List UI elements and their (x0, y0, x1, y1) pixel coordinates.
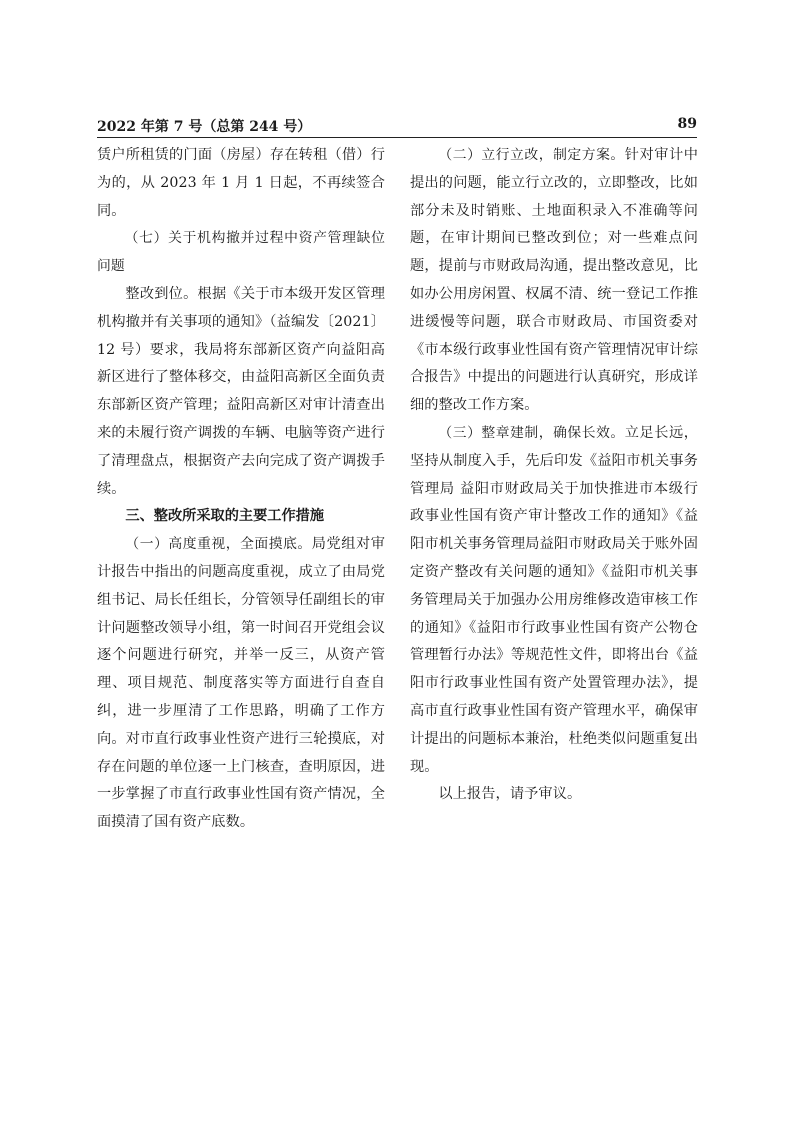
closing-line: 以上报告，请予审议。 (438, 786, 582, 803)
page-number: 89 (677, 116, 697, 132)
paragraph-lead: （三）整章建制，确保长效。 (438, 424, 625, 441)
paragraph-lead: （二）立行立改，制定方案。 (438, 147, 625, 163)
subsection-heading: （七）关于机构撤并过程中资产管理缺位问题 (97, 230, 385, 275)
paragraph (97, 531, 385, 837)
header-rule (97, 137, 697, 138)
paragraph (410, 420, 698, 781)
paragraph: 赁户所租赁的门面（房屋）存在转租（借）行为的，从 2023 年 1 月 1 日起，不再续签合同。 (97, 147, 385, 219)
paragraph-body: 针对审计中提出的问题，能立行立改的，立即整改，比如部分未及时销账、土地面积录入不准确等问题，在审计期间已整改到位；对一些难点问题，提前与市财政局沟通，提出整改意见，比如办公用房闲置、权属不清、统一登记工作推进缓慢等问题，联合市财政局、市国资委对《市本级行政事业性国有资产管理情况审计综合报告》中提出的问题进行认真研究，形成详细的整改工作方案。 (410, 147, 698, 414)
paragraph-lead: （一）高度重视，全面摸底。 (125, 536, 312, 553)
paragraph (410, 142, 698, 420)
section-heading: 三、整改所采取的主要工作措施 (125, 508, 325, 525)
paragraph: 整改到位。根据《关于市本级开发区管理机构撤并有关事项的通知》（益编发〔2021〕12 号）要求，我局将东部新区资产向益阳高新区进行了整体移交，由益阳高新区全面负责东部新区资产管理；益阳高新区对审计清查出来的未履行资产调拨的车辆、电脑等资产进行了清理盘点，根据资产去向完成了资产调拨手续。 (97, 285, 385, 497)
paragraph-body: 立足长远，坚持从制度入手，先后印发《益阳市机关事务管理局 益阳市财政局关于加快推进市本级行政事业性国有资产审计整改工作的通知》《益阳市机关事务管理局益阳市财政局关于账外固定资产整改有关问题的通知》《益阳市机关事务管理局关于加强办公用房维修改造审核工作的通知》《益阳市行政事业性国有资产公物仓管理暂行办法》等规范性文件，即将出台《益阳市行政事业性国有资产处置管理办法》，提高市直行政事业性国有资产管理水平，确保审计提出的问题标本兼治，杜绝类似问题重复出现。 (410, 424, 698, 775)
right-column (410, 142, 698, 809)
left-column (97, 142, 385, 837)
paragraph-body: 局党组对审计报告中指出的问题高度重视，成立了由局党组书记、局长任组长，分管领导任副组长的审计问题整改领导小组，第一时间召开党组会议逐个问题进行研究，并举一反三，从资产管理、项目规范、制度落实等方面进行自查自纠，进一步厘清了工作思路，明确了工作方向。对市直行政事业性资产进行三轮摸底，对存在问题的单位逐一上门核查，查明原因，进一步掌握了市直行政事业性国有资产情况，全面摸清了国有资产底数。 (97, 536, 385, 831)
issue-label: 2022 年第 7 号（总第 244 号） (97, 119, 312, 135)
running-header (97, 113, 697, 135)
